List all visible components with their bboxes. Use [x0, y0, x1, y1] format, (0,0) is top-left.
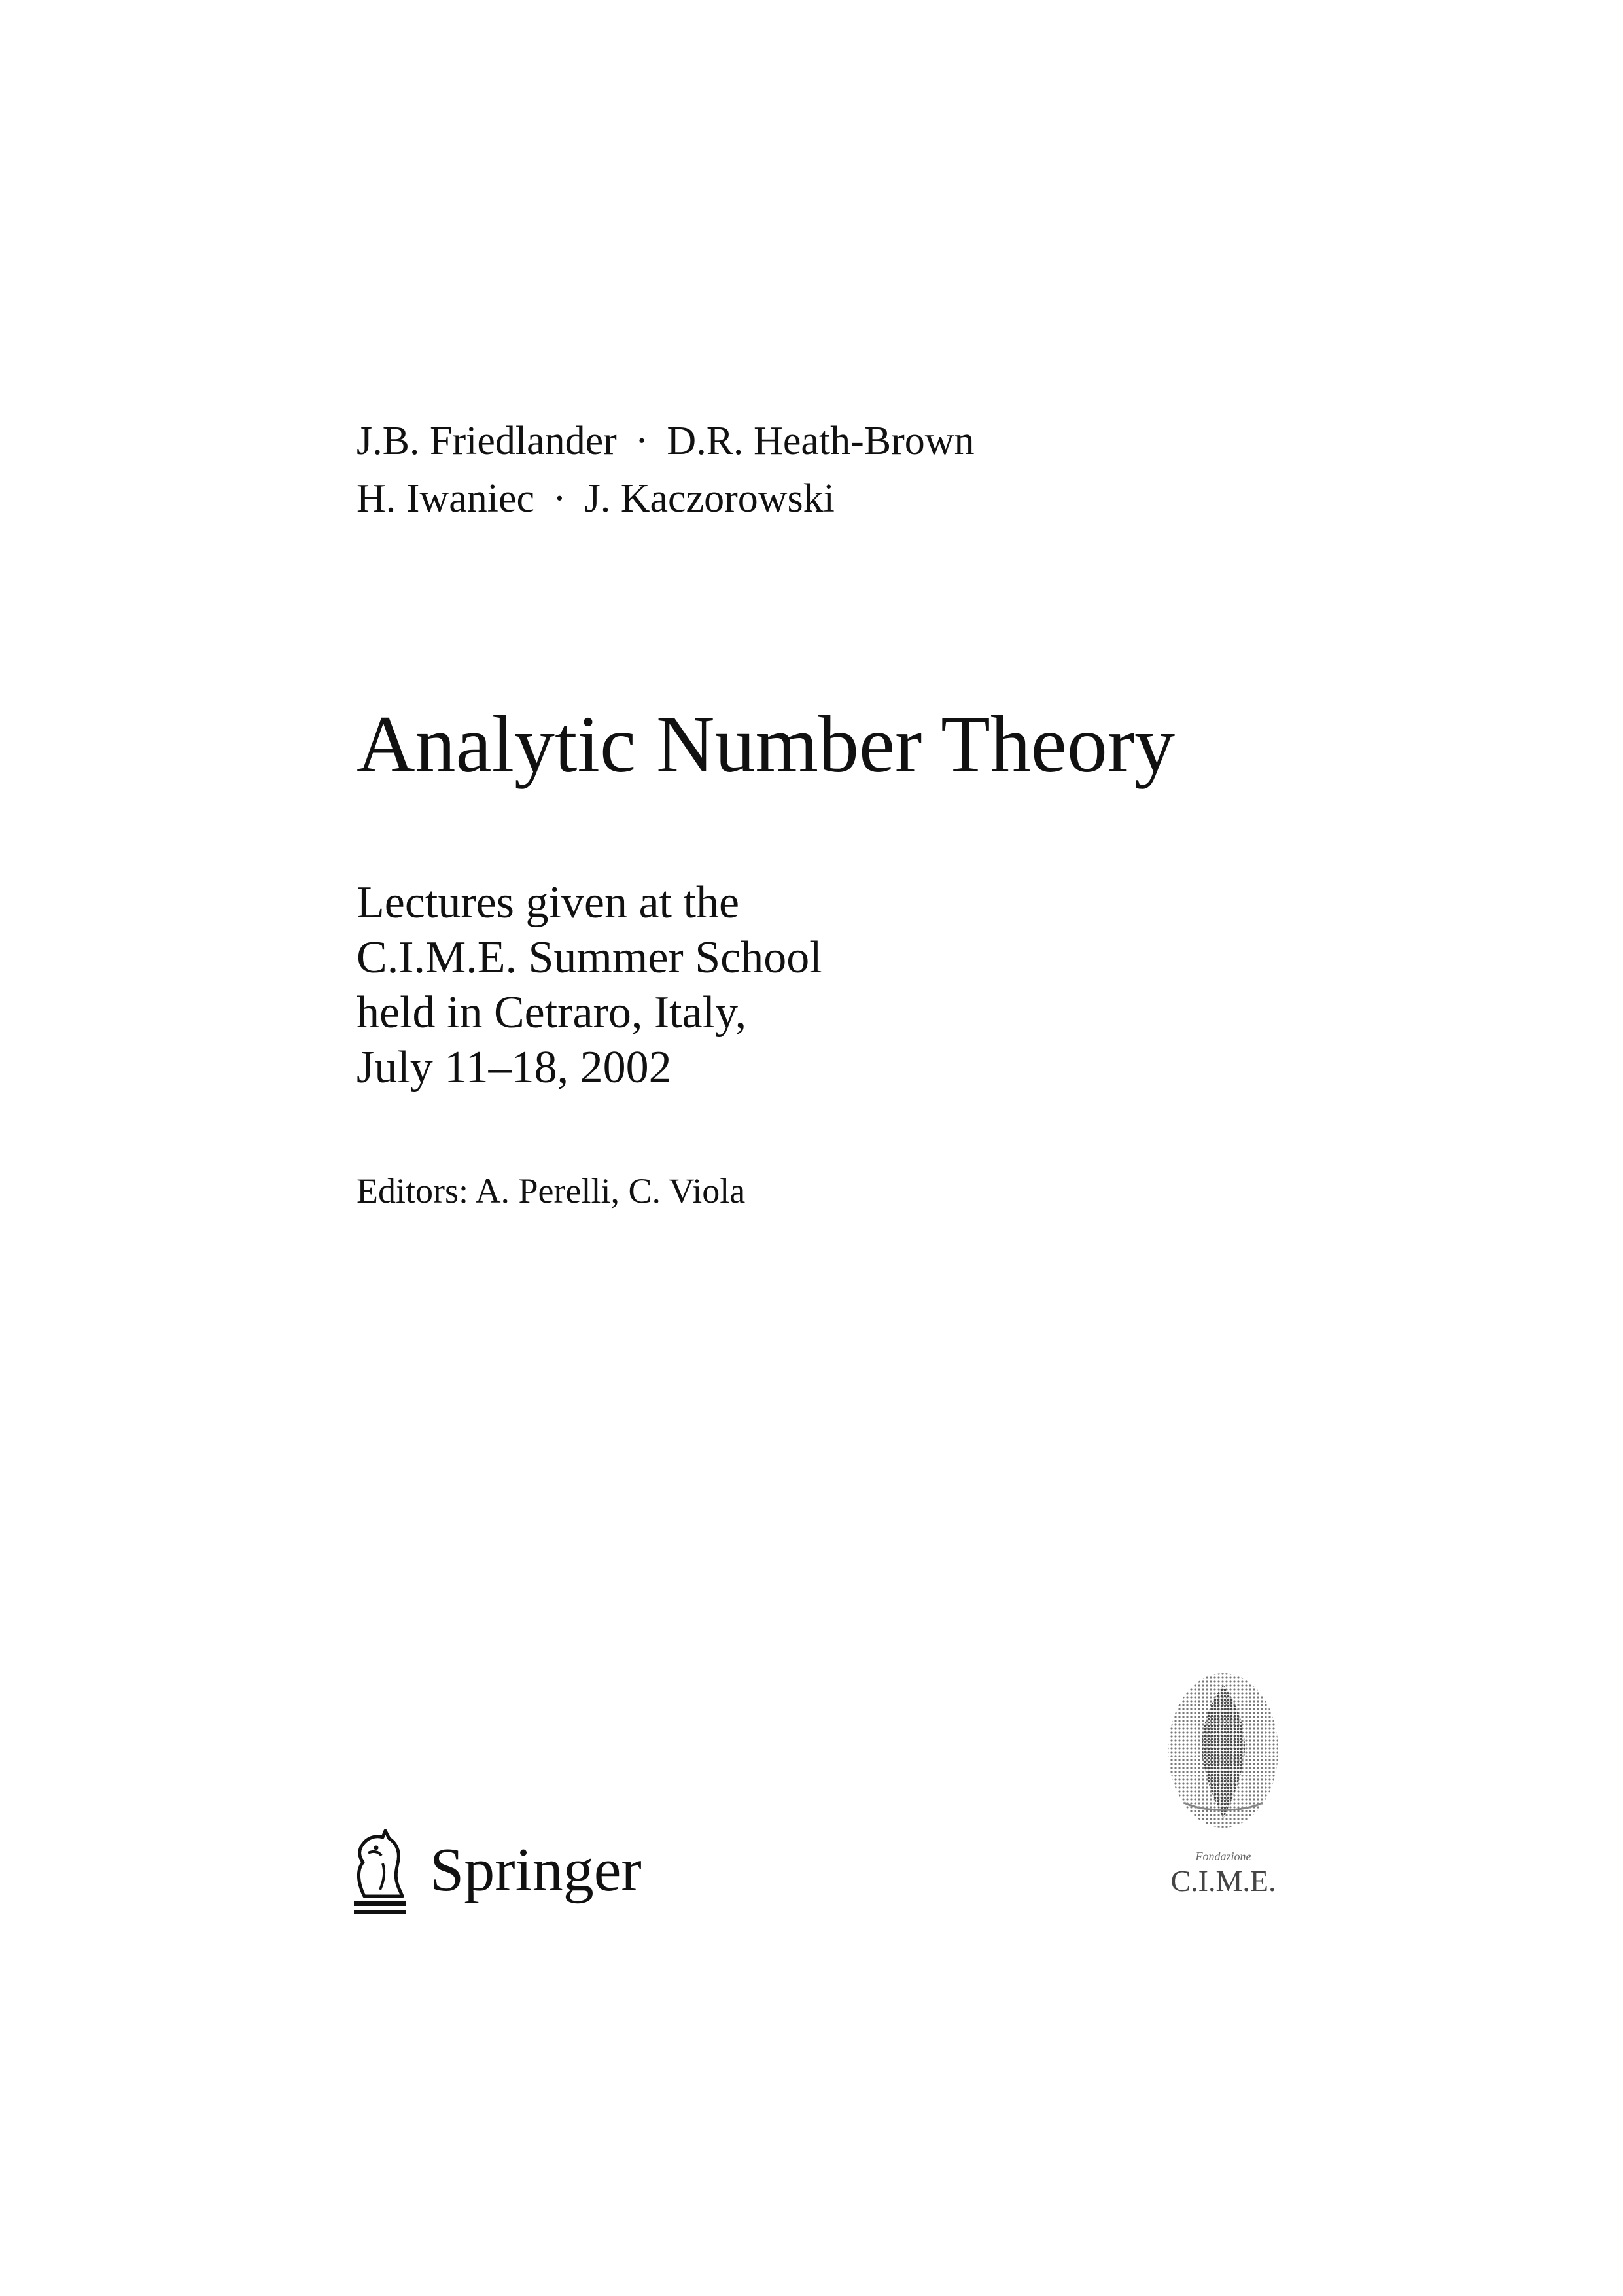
subtitle-line: July 11–18, 2002 [357, 1042, 672, 1093]
author-name: D.R. Heath-Brown [667, 419, 975, 463]
publisher-name: Springer [430, 1836, 642, 1904]
authors-block [357, 412, 975, 527]
publisher-logo [345, 1824, 642, 1916]
seal-acronym: C.I.M.E. [1170, 1864, 1276, 1898]
author-separator: · [552, 476, 567, 521]
subtitle-block [357, 875, 822, 1095]
springer-horse-head-icon [345, 1824, 410, 1916]
cime-seal-logo [1158, 1672, 1289, 1901]
author-name: J. Kaczorowski [584, 476, 835, 521]
author-line-1 [357, 412, 975, 470]
seal-script-text: Fondazione [1195, 1850, 1251, 1863]
editors-line: Editors: A. Perelli, C. Viola [357, 1171, 746, 1210]
book-title: Analytic Number Theory [357, 699, 1176, 789]
author-line-2 [357, 470, 975, 527]
subtitle-line: Lectures given at the [357, 877, 740, 928]
author-name: H. Iwaniec [357, 476, 534, 521]
author-separator: · [635, 419, 649, 463]
subtitle-line: held in Cetraro, Italy, [357, 987, 747, 1038]
subtitle-line: C.I.M.E. Summer School [357, 932, 822, 983]
author-name: J.B. Friedlander [357, 419, 617, 463]
